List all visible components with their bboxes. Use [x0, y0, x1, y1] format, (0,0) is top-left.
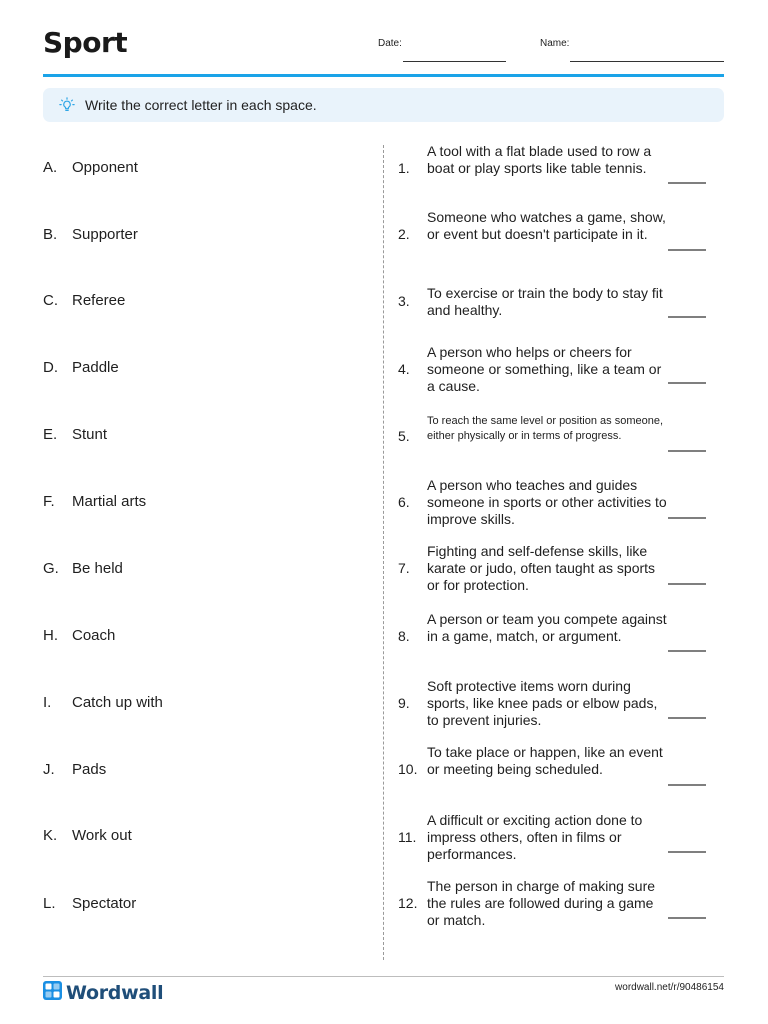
- definition-text: Someone who watches a game, show, or event but doesn't participate in it.: [427, 209, 666, 242]
- definition-text: To reach the same level or position as someone, either physically or in terms of progress.: [427, 415, 664, 442]
- answer-blank[interactable]: [668, 517, 706, 519]
- definition-number: 6.: [398, 494, 410, 510]
- term-letter: E.: [43, 426, 58, 443]
- term-letter: C.: [43, 292, 58, 309]
- term-word: Martial arts: [72, 493, 147, 510]
- definition-text: To take place or happen, like an event or meeting being scheduled.: [427, 744, 663, 777]
- definition-number: 12.: [398, 895, 418, 911]
- term-letter: K.: [43, 827, 58, 844]
- lightbulb-icon: [59, 97, 75, 113]
- term-word: Spectator: [72, 895, 137, 912]
- term-word: Pads: [72, 761, 107, 778]
- answer-blank[interactable]: [668, 917, 706, 919]
- name-field-line[interactable]: [570, 61, 724, 62]
- definition-text: A tool with a flat blade used to row a boat or play sports like table tennis.: [427, 143, 652, 176]
- definition-number: 4.: [398, 361, 410, 377]
- term-letter: J.: [43, 761, 55, 778]
- term-letter: F.: [43, 493, 55, 510]
- definition-text: A person or team you compete against in a game, match, or argument.: [427, 611, 667, 644]
- definition-number: 11.: [398, 829, 417, 845]
- term-word: Be held: [72, 560, 123, 577]
- answer-blank[interactable]: [668, 784, 706, 786]
- term-letter: A.: [43, 159, 58, 176]
- definition-text: Soft protective items worn during sports, like knee pads or elbow pads, to prevent injuries.: [427, 678, 658, 728]
- definition-number: 1.: [398, 160, 410, 176]
- definition-number: 10.: [398, 761, 418, 777]
- term-letter: I.: [43, 694, 52, 711]
- term-letter: B.: [43, 226, 58, 243]
- wordwall-logo-icon: [43, 981, 62, 1005]
- answer-blank[interactable]: [668, 182, 706, 184]
- answer-blank[interactable]: [668, 717, 706, 719]
- term-letter: L.: [43, 895, 56, 912]
- definition-text: Fighting and self-defense skills, like karate or judo, often taught as sports or for protection.: [427, 543, 656, 593]
- term-word: Coach: [72, 627, 116, 644]
- term-word: Stunt: [72, 426, 108, 443]
- term-word: Catch up with: [72, 694, 163, 711]
- name-label: Name:: [540, 38, 570, 49]
- answer-blank[interactable]: [668, 382, 706, 384]
- term-word: Supporter: [72, 226, 138, 243]
- header-divider: [43, 74, 724, 77]
- footer-url: wordwall.net/r/90486154: [615, 982, 724, 993]
- column-divider: [383, 145, 384, 960]
- definition-text: A difficult or exciting action done to impress others, often in films or performances.: [427, 812, 643, 862]
- term-word: Referee: [72, 292, 126, 309]
- definition-number: 5.: [398, 428, 410, 444]
- term-letter: H.: [43, 627, 58, 644]
- term-word: Opponent: [72, 159, 138, 176]
- definition-number: 2.: [398, 226, 410, 242]
- wordwall-logo-text: Wordwall: [66, 982, 164, 1004]
- term-word: Paddle: [72, 359, 119, 376]
- definition-number: 7.: [398, 560, 410, 576]
- answer-blank[interactable]: [668, 316, 706, 318]
- instruction-text: Write the correct letter in each space.: [85, 97, 317, 113]
- answer-blank[interactable]: [668, 851, 706, 853]
- term-letter: D.: [43, 359, 58, 376]
- wordwall-logo: [43, 981, 163, 1005]
- definition-number: 8.: [398, 628, 410, 644]
- page-title: Sport: [43, 26, 128, 59]
- answer-blank[interactable]: [668, 650, 706, 652]
- definition-text: A person who helps or cheers for someone or something, like a team or a cause.: [427, 344, 662, 394]
- answer-blank[interactable]: [668, 450, 706, 452]
- term-letter: G.: [43, 560, 59, 577]
- date-field-line[interactable]: [403, 61, 506, 62]
- footer-divider: [43, 976, 724, 977]
- date-label: Date:: [378, 38, 402, 49]
- answer-blank[interactable]: [668, 249, 706, 251]
- definition-text: To exercise or train the body to stay fit and healthy.: [427, 285, 663, 318]
- answer-blank[interactable]: [668, 583, 706, 585]
- definition-text: A person who teaches and guides someone in sports or other activities to improve skills.: [427, 477, 667, 527]
- definition-number: 3.: [398, 293, 410, 309]
- definition-number: 9.: [398, 695, 410, 711]
- definition-text: The person in charge of making sure the rules are followed during a game or match.: [427, 878, 656, 928]
- instruction-banner: [43, 88, 724, 122]
- term-word: Work out: [72, 827, 132, 844]
